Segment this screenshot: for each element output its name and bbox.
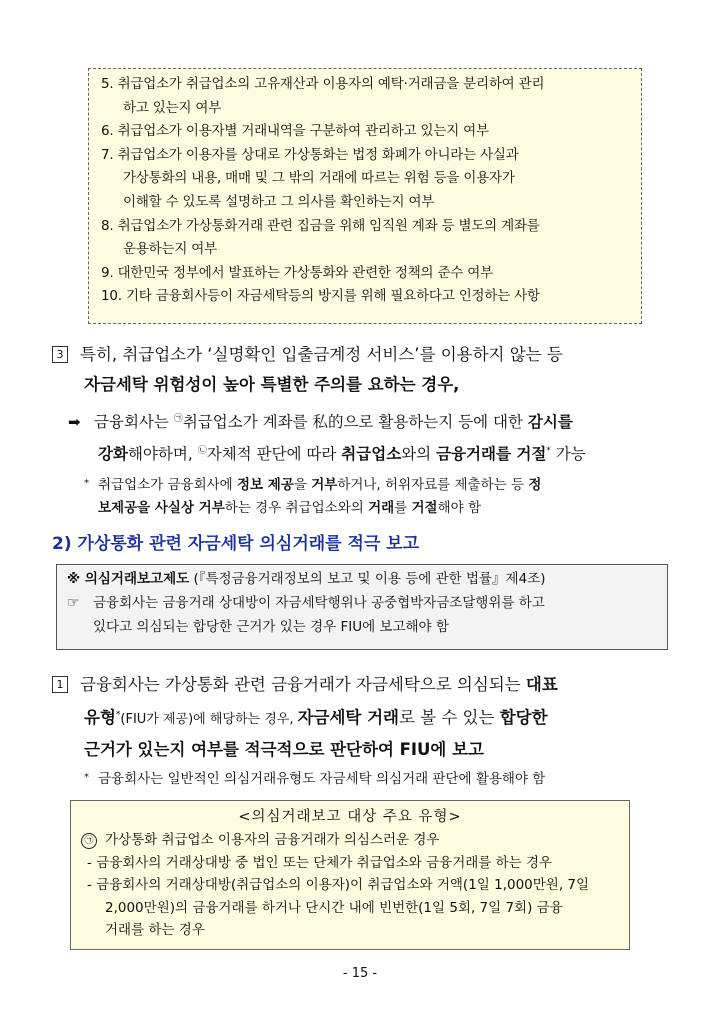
page-number: - 15 - (342, 966, 378, 981)
pointing-hand-icon: ☞ (67, 595, 80, 611)
checklist-item-10: 10. 기타 금융회사등이 자금세탁등의 방지를 위해 필요하다고 인정하는 사항 (101, 288, 540, 305)
section-3-line-2: 자금세탁 위험성이 높아 특별한 주의를 요하는 경우, (84, 375, 460, 394)
arrow-paragraph: ➡ 금융회사는 ㉠취급업소가 계좌를 私的으로 활용하는지 등에 대한 감시를 강화해야하며, ㉡자체적 판단에 따라 취급업소와의 금융거래를 거절* 가능 (68, 405, 678, 469)
checklist-item-7: 7. 취급업소가 이용자를 상대로 가상통화는 법정 화폐가 아니라는 사실과 (101, 146, 519, 163)
checklist-item-5: 5. 취급업소가 취급업소의 고유재산과 이용자의 예탁·거래금을 분리하여 관리 (101, 76, 545, 92)
checklist-item-8-cont: 운용하는지 여부 (123, 241, 217, 258)
checklist-item-8: 8. 취급업소가 가상통화거래 관련 집금을 위해 임직원 계좌 등 별도의 계좌를 (101, 217, 540, 234)
info-box-title: ※ 의심거래보고제도 (『특정금융거래정보의 보고 및 이용 등에 관한 법률』제4조) (67, 571, 546, 587)
checklist-item-7-cont2: 이해할 수 있도록 설명하고 그 의사를 확인하는지 여부 (123, 193, 435, 210)
section-3 (52, 340, 672, 400)
section-heading: 2) 가상통화 관련 자금세탁 의심거래를 적극 보고 (52, 534, 420, 554)
footnote-refusal: * 취급업소가 금융회사에 정보 제공을 거부하거나, 허위자료를 제출하는 등 정 보제공을 사실상 거부하는 경우 취급업소와의 거래를 거절해야 함 (84, 477, 542, 516)
types-box: <의심거래보고 대상 주요 유형> ㉠ 가상통화 취급업소 이용자의 금융거래가 의심스러운 경우 - 금융회사의 거래상대방 중 법인 또는 단체가 취급업소와 금융거래를 하는 경우 - 금융회사의 거래상대방(취급업소의 이용자)이 취급업소와 거액(1일 1,000만원, 7일 2,000만원)의 금융거래를 하거나 단시간 내에 빈번한(1일 5회, 7일 7회) 금융 거래를 하는 경우 (70, 800, 630, 950)
checklist-item-7-cont: 가상통화의 내용, 매매 및 그 밖의 거래에 따르는 위험 등을 이용자가 (123, 170, 515, 187)
section-1: 1 금융회사는 가상통화 관련 금융거래가 자금세탁으로 의심되는 대표 유형*(FIU가 제공)에 해당하는 경우, 자금세탁 거래로 볼 수 있는 합당한 근거가 있는지 여부를 적극적으로 판단하여 FIU에 보고 (52, 670, 677, 765)
checklist-item-5-cont: 하고 있는지 여부 (123, 99, 222, 116)
arrow-right-icon: ➡ (68, 413, 81, 431)
checklist-box (88, 68, 642, 324)
section-3-line-1: 3 특히, 취급업소가 ‘실명확인 입출금계정 서비스’를 이용하지 않는 등 (52, 340, 672, 370)
checklist-item-9: 9. 대한민국 정부에서 발표하는 가상통화와 관련한 정책의 준수 여부 (101, 264, 493, 281)
checklist-item-6: 6. 취급업소가 이용자별 거래내역을 구분하여 관리하고 있는지 여부 (101, 123, 489, 140)
types-box-title: <의심거래보고 대상 주요 유형> (238, 809, 462, 825)
footnote-general-types: * 금융회사는 일반적인 의심거래유형도 자금세탁 의심거래 판단에 활용해야 함 (84, 771, 546, 787)
info-box-suspicious-report: ※ 의심거래보고제도 (『특정금융거래정보의 보고 및 이용 등에 관한 법률』제4조) ☞ 금융회사는 금융거래 상대방이 자금세탁행위나 공중협박자금조달행위를 하고 있다고 의심되는 합당한 근거가 있는 경우 FIU에 보고해야 함 (56, 564, 668, 650)
circled-marker: ㉠ (81, 833, 97, 849)
section-number-box: 3 (52, 346, 68, 363)
section-number-box: 1 (52, 676, 68, 693)
